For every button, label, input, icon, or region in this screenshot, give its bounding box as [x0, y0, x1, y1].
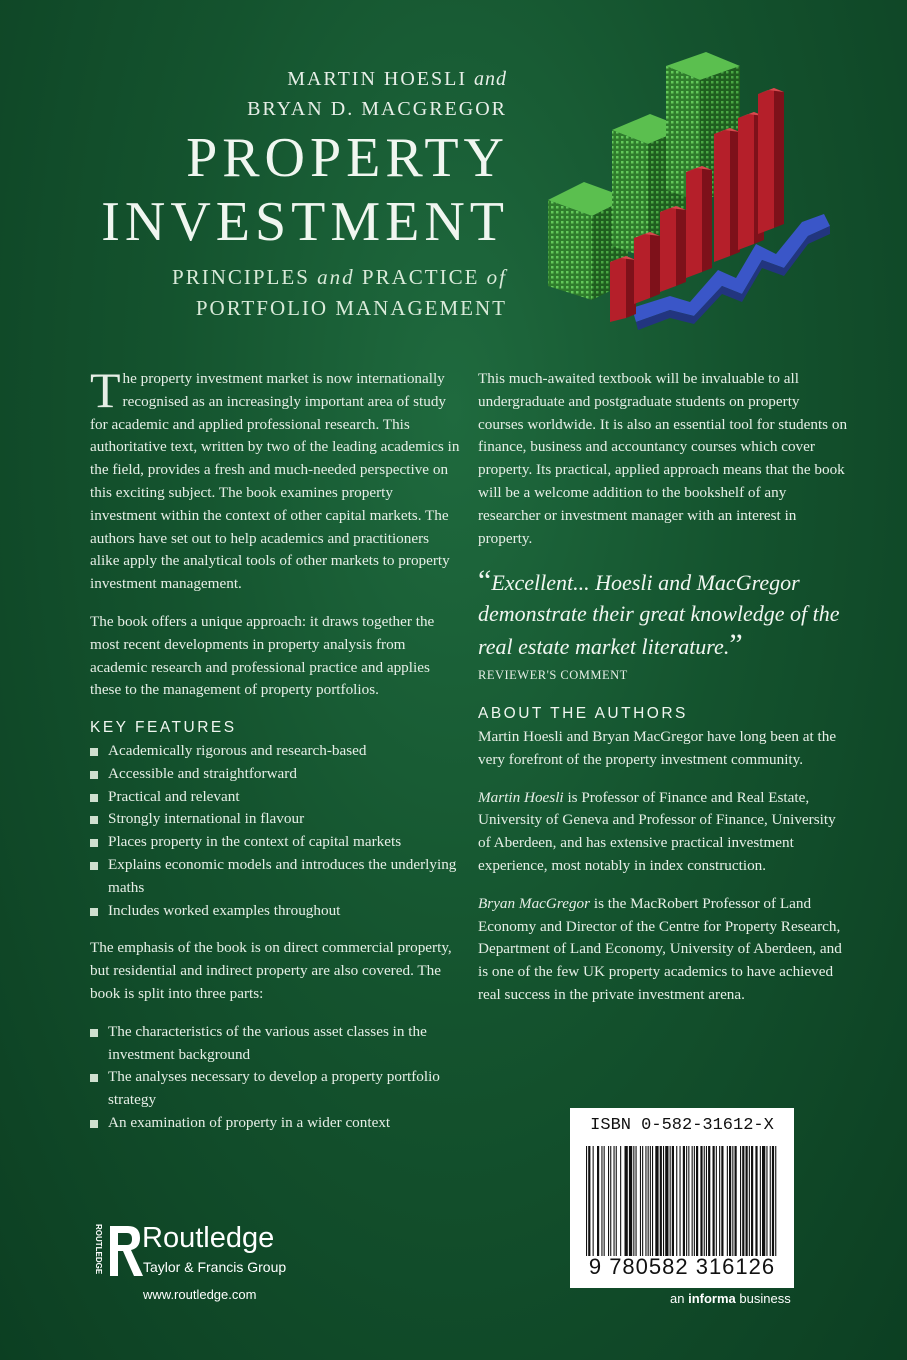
list-item: The analyses necessary to develop a property portfolio strategy	[90, 1066, 460, 1112]
emphasis-paragraph: The emphasis of the book is on direct commercial property, but residential and indirect property are also covered. The book is split into three parts:	[90, 939, 452, 1002]
square-bullet-icon	[90, 771, 98, 779]
subtitle-practice: PRACTICE	[361, 265, 480, 289]
about-authors-text: Martin Hoesli and Bryan MacGregor have long been at the very forefront of the property investment community.	[478, 727, 837, 768]
publisher-group: Taylor & Francis Group	[143, 1259, 287, 1275]
macgregor-bio: Bryan MacGregor is the MacRobert Professor of Land Economy and Director of the Centre for Property Research, Department of Land Economy, University of Aberdeen, and is one of the few UK property academics to have achieved real success in the private investment arena.	[478, 894, 842, 1003]
square-bullet-icon	[90, 839, 98, 847]
barcode-image	[584, 1146, 780, 1256]
list-item: Explains economic models and introduces the underlying maths	[90, 854, 460, 900]
open-quote-mark: “	[478, 564, 492, 598]
key-features-heading: KEY FEATURES	[90, 719, 237, 737]
book-title	[101, 126, 509, 254]
drop-cap: T	[90, 362, 121, 418]
list-item: Practical and relevant	[90, 786, 460, 809]
list-item: Strongly international in flavour	[90, 808, 460, 831]
square-bullet-icon	[90, 862, 98, 870]
square-bullet-icon	[90, 748, 98, 756]
subtitle-line-2: PORTFOLIO MANAGEMENT	[195, 296, 507, 320]
intro-paragraph: The property investment market is now internationally recognised as an increasingly important area of study for academic and applied professional research. This authoritative text, written by two of the leading academics in the field, provides a fresh and much-needed perspective on this exciting subject. The book examines property investment within the context of other capital markets. The authors have set out to help academics and practitioners alike apply the analytical tools of other markets to property investment management.	[90, 362, 460, 593]
list-item: Accessible and straightforward	[90, 763, 460, 786]
square-bullet-icon	[90, 816, 98, 824]
square-bullet-icon	[90, 908, 98, 916]
audience-paragraph: This much-awaited textbook will be invaluable to all undergraduate and postgraduate students on property courses worldwide. It is also an essential tool for students on finance, business and accountancy courses which cover property. Its practical, applied approach means that the book will be a welcome addition to the bookshelf of any researcher or investment manager with an interest in property.	[478, 370, 848, 547]
list-item: Includes worked examples throughout	[90, 900, 460, 923]
publisher-name: Routledge	[142, 1222, 275, 1254]
routledge-logo-icon	[88, 1222, 144, 1280]
list-item: The characteristics of the various asset classes in the investment background	[90, 1021, 460, 1067]
publisher-website: www.routledge.com	[143, 1287, 257, 1302]
square-bullet-icon	[90, 1120, 98, 1128]
subtitle-and: and	[317, 265, 355, 289]
subtitle-principles: PRINCIPLES	[172, 265, 310, 289]
subtitle-of: of	[486, 265, 507, 289]
svg-text:ROUTLEDGE: ROUTLEDGE	[94, 1224, 103, 1275]
cover-illustration	[540, 50, 840, 330]
book-subtitle	[172, 262, 507, 324]
left-column	[90, 362, 460, 1150]
isbn-barcode-box	[570, 1108, 794, 1288]
approach-paragraph: The book offers a unique approach: it draws together the most recent developments in property analysis from academic research and professional practice and applies these to the management of property portfolios.	[90, 612, 435, 699]
square-bullet-icon	[90, 794, 98, 802]
about-authors-heading: ABOUT THE AUTHORS	[478, 705, 688, 723]
author-1: MARTIN HOESLI	[287, 68, 467, 90]
list-item: Academically rigorous and research-based	[90, 740, 460, 763]
title-line-2: INVESTMENT	[101, 191, 509, 253]
hoesli-bio: Martin Hoesli is Professor of Finance and Real Estate, University of Geneva and Professor of Finance, University of Aberdeen, and has extensive practical investment experience, most notably in index construction.	[478, 788, 836, 874]
reviewer-label: REVIEWER'S COMMENT	[478, 668, 628, 683]
and-word: and	[474, 68, 507, 90]
isbn-label: ISBN 0-582-31612-X	[590, 1116, 774, 1135]
author-2: BRYAN D. MACGREGOR	[247, 98, 507, 120]
square-bullet-icon	[90, 1029, 98, 1037]
informa-tagline: an informa business	[670, 1291, 791, 1306]
square-bullet-icon	[90, 1074, 98, 1082]
close-quote-mark: ”	[729, 628, 743, 662]
review-quote: “Excellent... Hoesli and MacGregor demonstrate their great knowledge of the real estate market literature.”	[478, 564, 840, 662]
list-item: An examination of property in a wider context	[90, 1112, 460, 1135]
right-column	[478, 368, 848, 1022]
barcode-number: 9 780582 316126	[588, 1254, 776, 1279]
title-line-1: PROPERTY	[186, 127, 509, 189]
key-features-list	[90, 740, 460, 922]
author-names	[247, 64, 507, 124]
book-parts-list	[90, 1021, 460, 1135]
list-item: Places property in the context of capital markets	[90, 831, 460, 854]
